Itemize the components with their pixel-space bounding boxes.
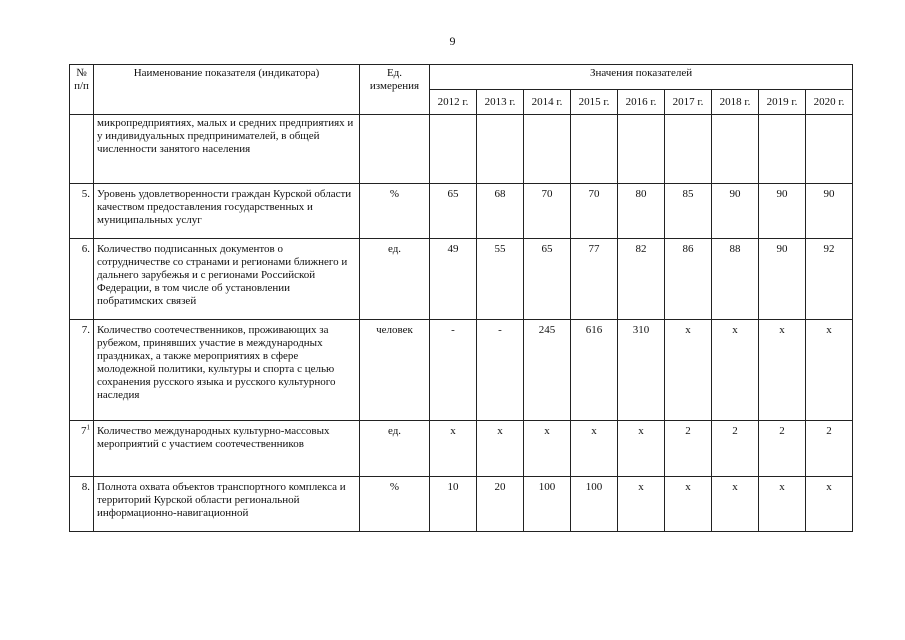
row-value: 20 (477, 477, 524, 532)
row-value (759, 115, 806, 184)
row-value: 2 (712, 421, 759, 477)
header-year: 2020 г. (806, 90, 853, 115)
row-value: 90 (806, 184, 853, 239)
row-value (665, 115, 712, 184)
row-value: - (430, 320, 477, 421)
row-value (477, 115, 524, 184)
row-value: 82 (618, 239, 665, 320)
row-value: х (806, 320, 853, 421)
row-value (571, 115, 618, 184)
row-value: 616 (571, 320, 618, 421)
row-value: х (618, 477, 665, 532)
row-value: 100 (571, 477, 618, 532)
row-value: х (665, 320, 712, 421)
row-value: 245 (524, 320, 571, 421)
row-value: 2 (665, 421, 712, 477)
row-name: Полнота охвата объектов транспортного комплекса и территорий Курской области региональной информационно-навигационной (94, 477, 360, 532)
row-name: Уровень удовлетворенности граждан Курской области качеством предоставления государственных и муниципальных услуг (94, 184, 360, 239)
row-value: 65 (430, 184, 477, 239)
row-unit: % (360, 477, 430, 532)
header-values: Значения показателей (430, 65, 853, 90)
row-value: 2 (806, 421, 853, 477)
row-name: микропредприятиях, малых и средних предприятиях и у индивидуальных предпринимателей, в общей численности занятого населения (94, 115, 360, 184)
row-num: 8. (70, 477, 94, 532)
row-unit: человек (360, 320, 430, 421)
header-year: 2012 г. (430, 90, 477, 115)
row-value: х (759, 477, 806, 532)
row-value: х (806, 477, 853, 532)
table-row (70, 320, 853, 421)
row-value: 90 (712, 184, 759, 239)
row-value: 85 (665, 184, 712, 239)
header-num: № п/п (70, 65, 94, 115)
row-value: 90 (759, 239, 806, 320)
row-value: - (477, 320, 524, 421)
header-unit: Ед. измерения (360, 65, 430, 115)
row-num: $7^1$ (70, 421, 94, 477)
row-unit: ед. (360, 239, 430, 320)
row-value (430, 115, 477, 184)
row-value: х (759, 320, 806, 421)
row-value: х (524, 421, 571, 477)
header-year: 2013 г. (477, 90, 524, 115)
row-value: 49 (430, 239, 477, 320)
table-row (70, 184, 853, 239)
row-value: 86 (665, 239, 712, 320)
row-num-superscript: 1 (86, 423, 90, 432)
row-value: 10 (430, 477, 477, 532)
row-value (524, 115, 571, 184)
header-year: 2018 г. (712, 90, 759, 115)
row-value: х (665, 477, 712, 532)
row-value: х (430, 421, 477, 477)
row-unit: ед. (360, 421, 430, 477)
table-row (70, 421, 853, 477)
row-value: х (477, 421, 524, 477)
row-value: 77 (571, 239, 618, 320)
row-name: Количество подписанных документов о сотрудничестве со странами и регионами ближнего и дальнего зарубежья и с регионами Российской Федерации, в том числе об установлении побратимских связей (94, 239, 360, 320)
row-value: 70 (571, 184, 618, 239)
row-value: 310 (618, 320, 665, 421)
row-value: 88 (712, 239, 759, 320)
row-name: Количество международных культурно-массовых мероприятий с участием соотечественников (94, 421, 360, 477)
row-unit: % (360, 184, 430, 239)
header-name: Наименование показателя (индикатора) (94, 65, 360, 115)
indicators-table (69, 64, 853, 532)
row-value: 90 (759, 184, 806, 239)
row-value: 68 (477, 184, 524, 239)
row-num: 7. (70, 320, 94, 421)
header-year: 2016 г. (618, 90, 665, 115)
row-value (712, 115, 759, 184)
row-num: 6. (70, 239, 94, 320)
row-value: х (571, 421, 618, 477)
table-row (70, 239, 853, 320)
row-value: 100 (524, 477, 571, 532)
row-value: 65 (524, 239, 571, 320)
header-year: 2014 г. (524, 90, 571, 115)
row-value: 55 (477, 239, 524, 320)
header-year: 2019 г. (759, 90, 806, 115)
row-value: 70 (524, 184, 571, 239)
header-year: 2017 г. (665, 90, 712, 115)
row-value: 2 (759, 421, 806, 477)
table-row (70, 477, 853, 532)
row-value: 92 (806, 239, 853, 320)
header-year: 2015 г. (571, 90, 618, 115)
row-value (806, 115, 853, 184)
row-value: х (618, 421, 665, 477)
row-name: Количество соотечественников, проживающих за рубежом, принявших участие в международных праздниках, а также мероприятиях в сфере молодежной политики, культуры и спорта с целью сохранения русского языка и русского культурного наследия (94, 320, 360, 421)
row-value (618, 115, 665, 184)
row-value: х (712, 477, 759, 532)
row-value: х (712, 320, 759, 421)
table-row (70, 115, 853, 184)
row-num: 5. (70, 184, 94, 239)
row-value: 80 (618, 184, 665, 239)
page-number: 9 (449, 34, 456, 48)
row-unit (360, 115, 430, 184)
row-num (70, 115, 94, 184)
